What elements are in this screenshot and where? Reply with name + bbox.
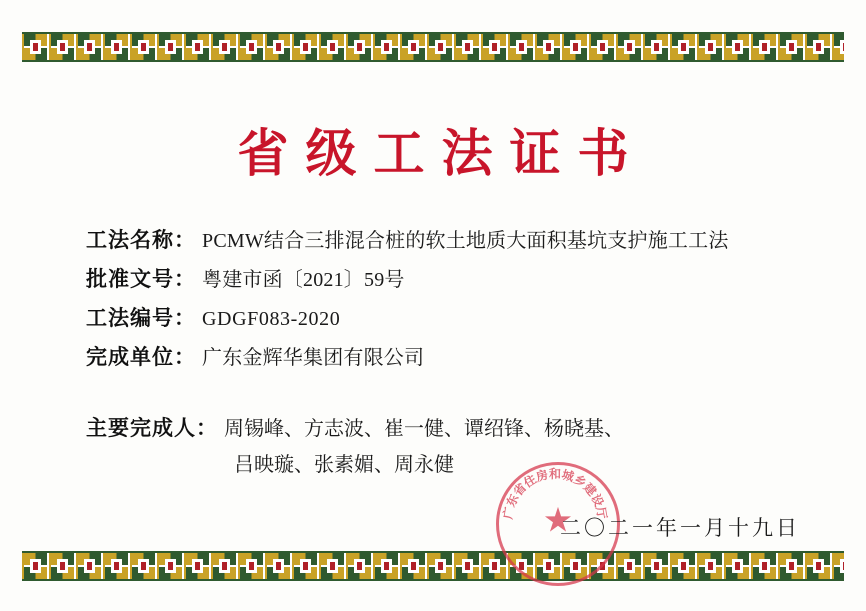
border-pattern-top-icon [22, 32, 844, 62]
page-title: 省级工法证书 [237, 124, 646, 184]
field-row-method-name [86, 224, 806, 254]
field-label: 工法名称： [86, 228, 196, 252]
contributors-line-1 [86, 412, 806, 442]
field-row-approval-number [86, 263, 806, 293]
contributors-block [86, 412, 806, 477]
contributors-names-second: 吕映璇、张素媚、周永健 [234, 454, 454, 476]
field-list [86, 224, 806, 380]
field-row-method-code [86, 302, 806, 332]
field-row-organization [86, 341, 806, 371]
contributors-names-first: 周锡峰、方志波、崔一健、谭绍锋、杨晓基、 [224, 418, 624, 440]
seal-star-icon: ★ [542, 502, 574, 540]
field-label: 完成单位： [86, 345, 196, 369]
contributors-label: 主要完成人： [86, 416, 218, 440]
border-pattern-bottom-icon [22, 551, 844, 581]
issue-date: 二〇二一年一月十九日 [560, 516, 800, 540]
field-value: 粤建市函〔2021〕59号 [202, 269, 405, 291]
field-label: 批准文号： [86, 267, 196, 291]
seal-top-text: 广东省住房和城乡建设厅 [500, 467, 610, 521]
field-value: 广东金辉华集团有限公司 [202, 347, 425, 369]
decorative-border-top [22, 32, 844, 62]
field-value: GDGF083-2020 [202, 308, 341, 330]
decorative-border-bottom [22, 551, 844, 581]
field-label: 工法编号： [86, 306, 196, 330]
field-value: PCMW结合三排混合桩的软土地质大面积基坑支护施工工法 [202, 230, 729, 252]
